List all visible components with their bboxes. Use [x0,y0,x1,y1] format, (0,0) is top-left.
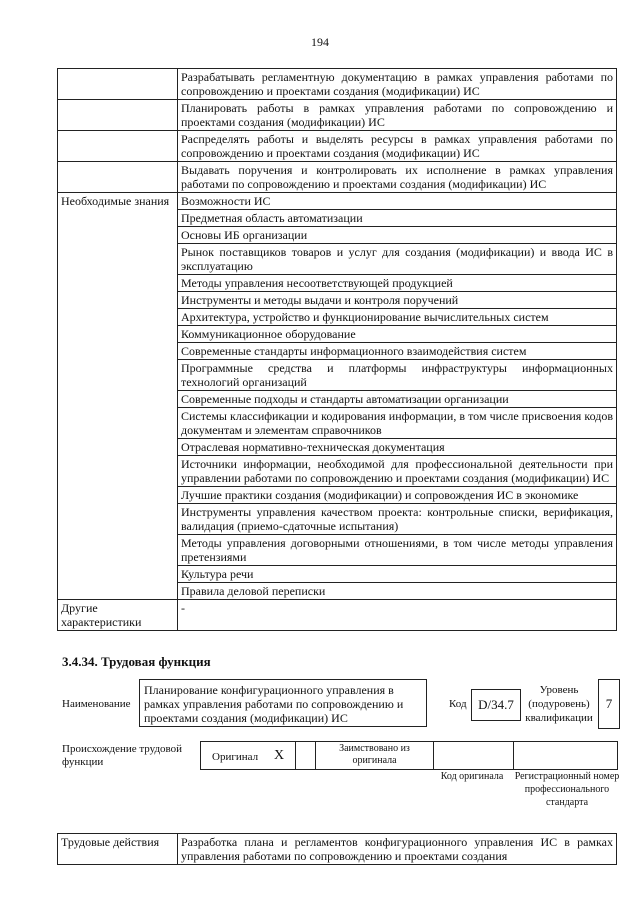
knowledge-item: Основы ИБ организации [178,227,617,244]
knowledge-item: Современные стандарты информационного взаимодействия систем [178,343,617,360]
table-row [58,834,617,865]
knowledge-item: Источники информации, необходимой для профессиональной деятельности при управлении работами по сопровождению и проектами создания (модификации) ИС [178,456,617,487]
mark-cell [295,742,315,769]
origin-label: Происхождение трудовой функции [62,743,183,768]
knowledge-item: Программные средства и платформы инфраструктуры информационных технологий организаций [178,360,617,391]
original-label: Оригинал [212,751,259,763]
actions-table [57,833,617,865]
table-row [58,162,617,193]
empty-label-cell [58,100,178,131]
origin-block [62,741,622,831]
knowledge-item: Современные подходы и стандарты автоматизации организации [178,391,617,408]
table-row [58,600,617,631]
knowledge-item: Архитектура, устройство и функционирование вычислительных систем [178,309,617,326]
table-row [58,69,617,100]
knowledge-item: Инструменты и методы выдачи и контроля поручений [178,292,617,309]
knowledge-item: Методы управления несоответствующей продукцией [178,275,617,292]
actions-label: Трудовые действия [58,834,178,865]
original-mark: X [274,748,285,763]
code-original-cell [433,742,513,769]
knowledge-item: Рынок поставщиков товаров и услуг для создания (модификации) и ввода ИС в эксплуатацию [178,244,617,275]
skill-item: Распределять работы и выделять ресурсы в рамках управления работами по сопровождению и проектами создания (модификации) ИС [178,131,617,162]
reg-number-label: Регистрационный номер профессионального стандарта [514,771,620,808]
other-label: Другие характеристики [58,600,178,631]
skill-item: Выдавать поручения и контролировать их исполнение в рамках управления работами по сопровождению и проектами создания (модификации) ИС [178,162,617,193]
knowledge-item: Методы управления договорными отношениями, в том числе методы управления претензиями [178,535,617,566]
other-value: - [178,600,617,631]
section-title: 3.4.34. Трудовая функция [62,654,211,669]
table-row [58,100,617,131]
requirements-table [57,68,617,631]
level-label: Уровень (подуровень) квалификации [525,684,593,724]
skill-item: Разрабатывать регламентную документацию в рамках управления работами по сопровождению и проектами создания (модификации) ИС [178,69,617,100]
knowledge-item: Правила деловой переписки [178,583,617,600]
knowledge-item: Системы классификации и кодирования информации, в том числе присвоения кодов документам и элементам справочников [178,408,617,439]
knowledge-label: Необходимые знания [58,193,178,600]
empty-label-cell [58,131,178,162]
empty-label-cell [58,162,178,193]
knowledge-item: Предметная область автоматизации [178,210,617,227]
knowledge-item: Лучшие практики создания (модификации) и сопровождения ИС в экономике [178,487,617,504]
knowledge-item: Инструменты управления качеством проекта: контрольные списки, верификация, валидация (приемо-сдаточные испытания) [178,504,617,535]
function-header [62,679,622,729]
function-code-box: D/34.7 [471,689,521,721]
knowledge-item: Возможности ИС [178,193,617,210]
function-name-box: Планирование конфигурационного управления в рамках управления работами по сопровождению и проектами создания (модификации) ИС [139,679,427,727]
table-row [58,131,617,162]
knowledge-item: Коммуникационное оборудование [178,326,617,343]
action-item: Разработка плана и регламентов конфигурационного управления ИС в рамках управления работами по сопровождению и проектами создания [178,834,617,865]
code-label: Код [449,698,467,710]
page-number: 194 [311,35,329,49]
reg-number-cell [513,742,618,769]
level-box: 7 [598,679,620,729]
name-label: Наименование [62,698,131,710]
empty-label-cell [58,69,178,100]
borrowed-label: Заимствовано из оригинала [339,743,410,766]
knowledge-item: Культура речи [178,566,617,583]
knowledge-item: Отраслевая нормативно-техническая документация [178,439,617,456]
code-original-label: Код оригинала [440,771,504,782]
skill-item: Планировать работы в рамках управления работами по сопровождению и проектами создания (модификации) ИС [178,100,617,131]
table-row [58,193,617,210]
